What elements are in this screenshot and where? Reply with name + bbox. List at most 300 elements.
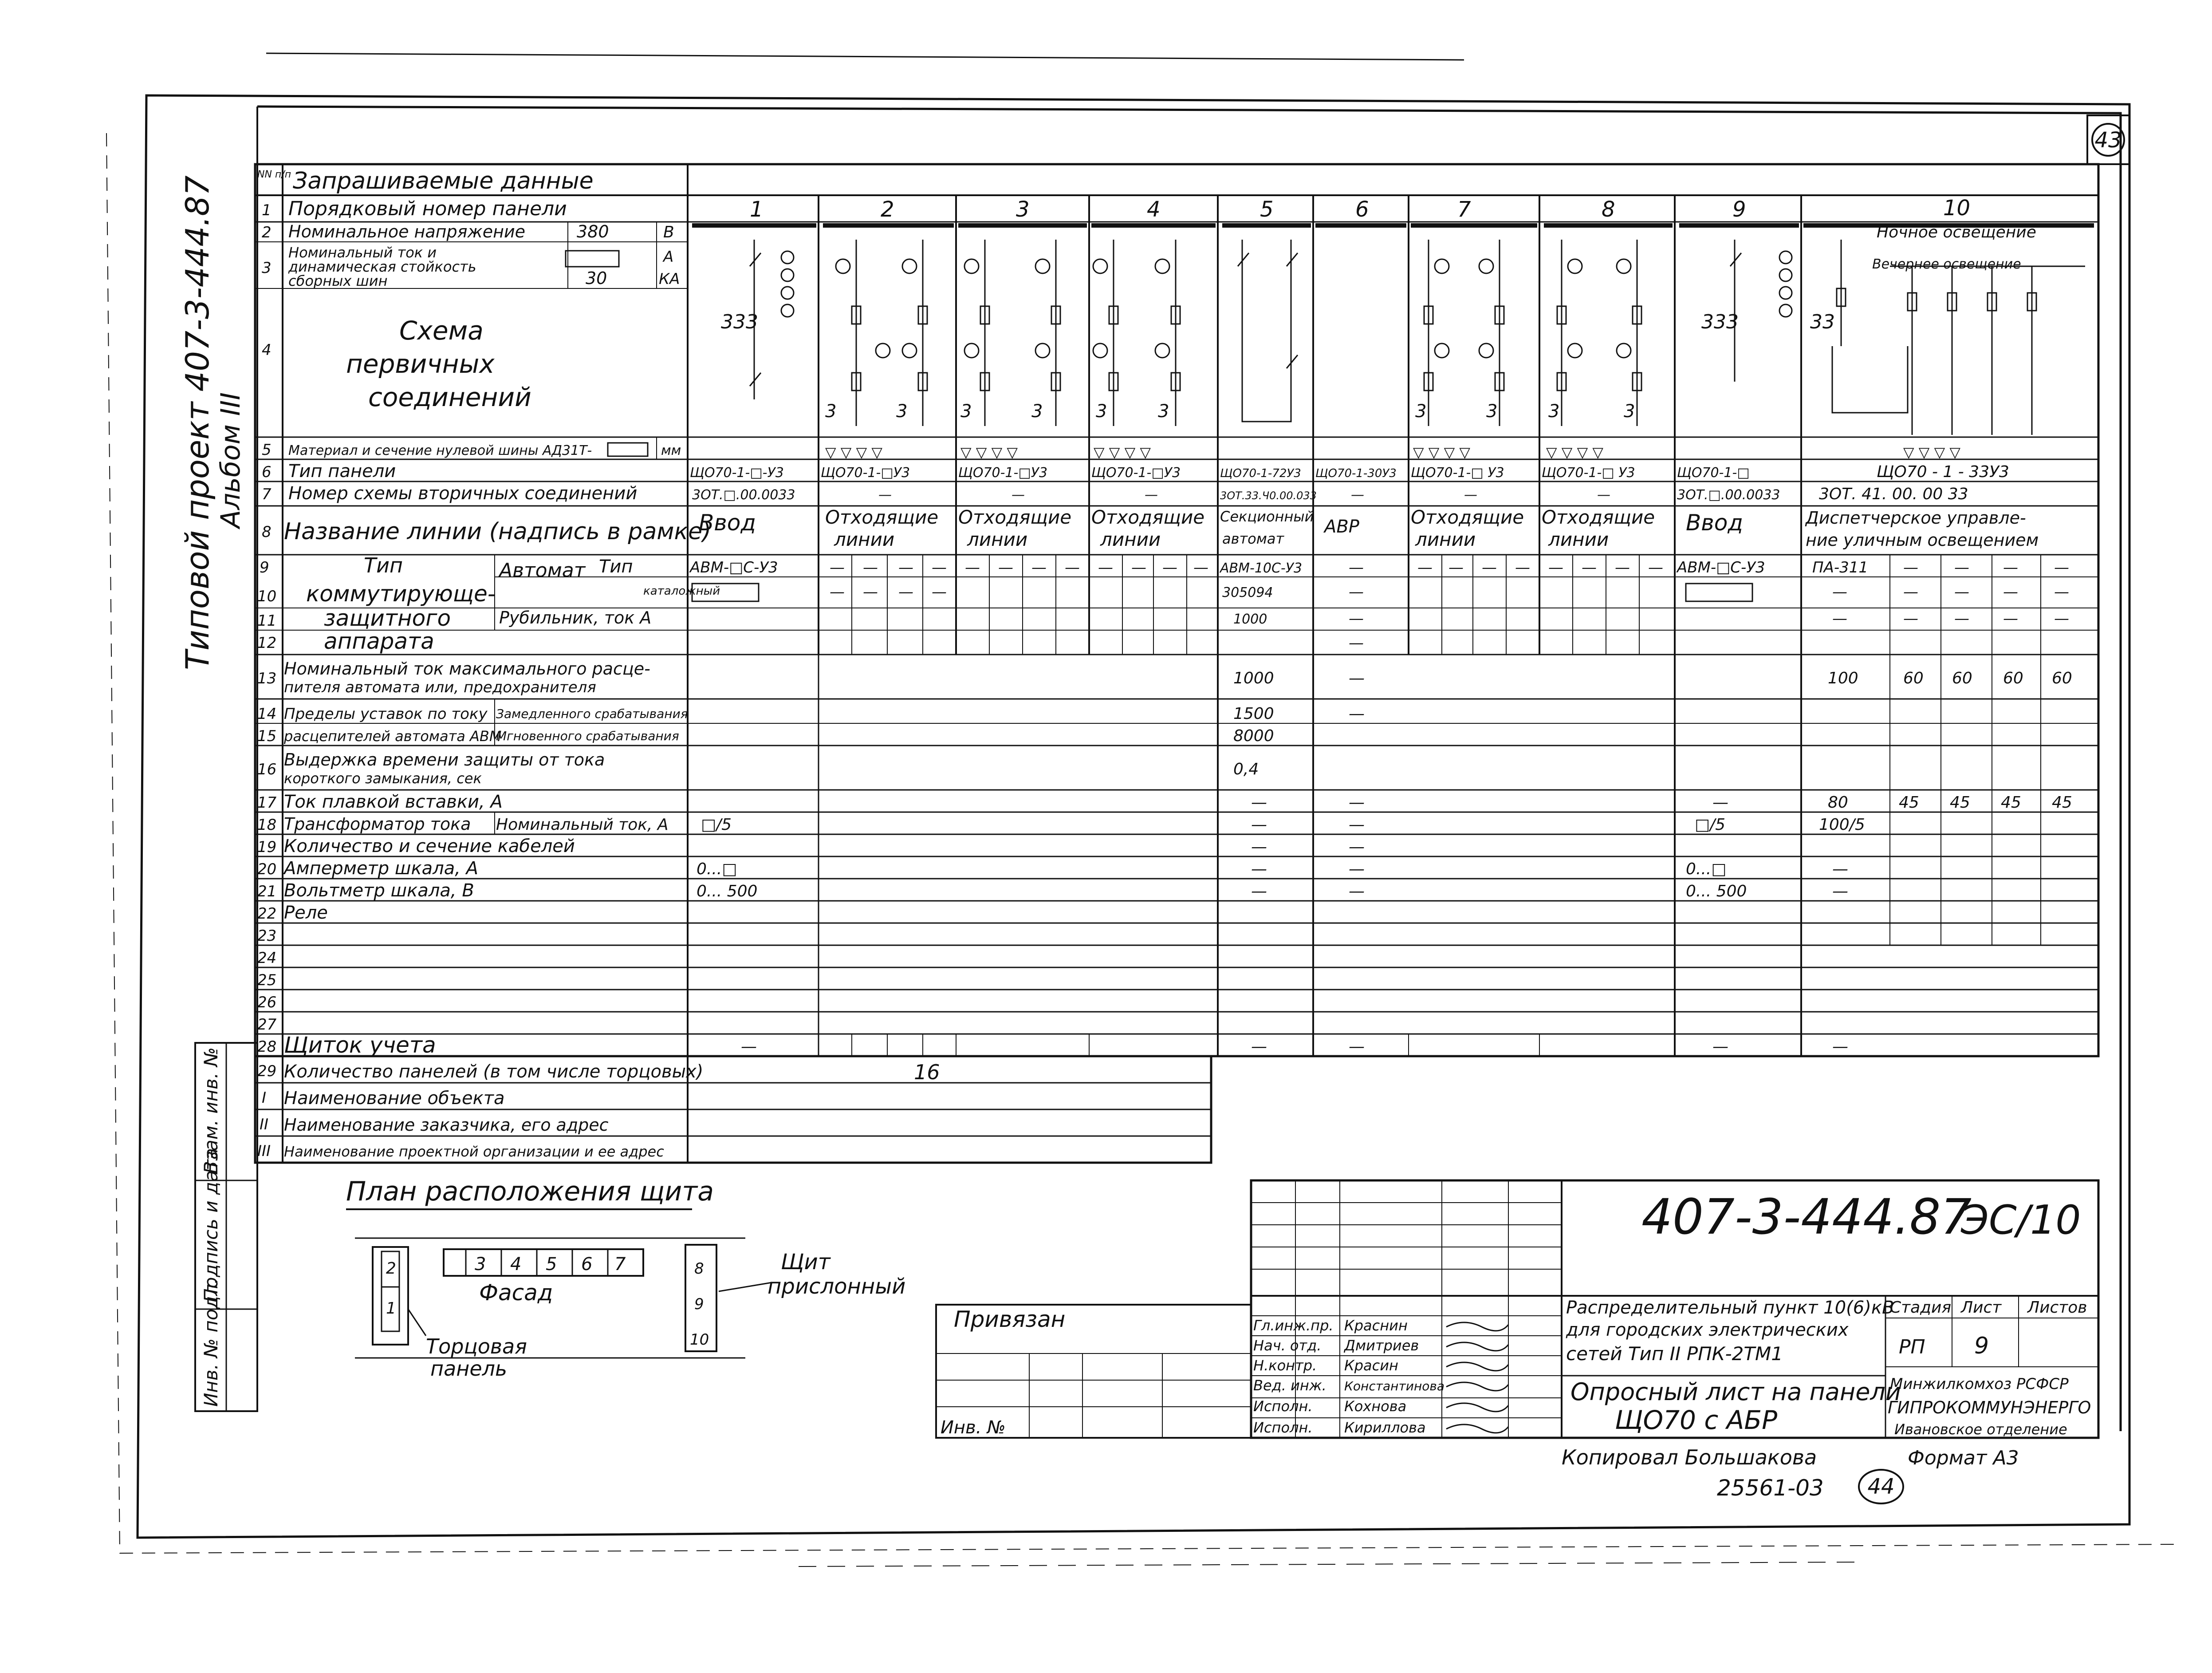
row-label: аппарата	[324, 628, 434, 654]
side-title	[179, 175, 246, 670]
line-name: Отходящие	[958, 506, 1072, 528]
row-label: коммутирующе-	[306, 581, 496, 607]
document-title: Опросный лист на панели	[1570, 1378, 1901, 1406]
panel-number: 3	[1016, 197, 1030, 222]
row-label: Название линии (надпись в рамке)	[284, 518, 712, 545]
cell-dash: —	[1031, 559, 1047, 576]
cell-dash: —	[1131, 559, 1146, 576]
cell-dash: —	[741, 1038, 757, 1056]
end-panel-label: панель	[430, 1357, 508, 1381]
svg-text:3: 3	[896, 401, 908, 422]
svg-text:3: 3	[1486, 401, 1498, 422]
ct-rating: □/5	[701, 816, 732, 834]
cell-dash: —	[1832, 882, 1848, 900]
svg-text:3: 3	[1624, 401, 1635, 422]
panel-type: ЩО70-1-□У3	[1091, 465, 1181, 481]
cell-dash: —	[1712, 1038, 1728, 1056]
row-label: Номинальное напряжение	[288, 222, 526, 241]
row-unit: КА	[659, 270, 680, 288]
cell-dash: —	[2054, 583, 2069, 601]
row-no: 29	[257, 1062, 277, 1080]
row-label: каталожный	[643, 584, 720, 598]
row-numbers	[257, 201, 277, 1160]
plan-cell: 1	[386, 1299, 396, 1318]
cell-dash: —	[1193, 559, 1208, 576]
cell-dash: —	[1954, 610, 1969, 627]
cell-dash: —	[1615, 559, 1630, 576]
line-names	[699, 506, 2039, 550]
plan-cell: 3	[475, 1254, 486, 1274]
signatory-name: Красин	[1344, 1357, 1398, 1374]
row-no: 12	[257, 634, 277, 652]
line-name: автомат	[1222, 530, 1284, 547]
sheets-label: Листов	[2027, 1298, 2087, 1317]
delay-setting: 1500	[1233, 705, 1274, 723]
signatory-name: Кохнова	[1344, 1398, 1407, 1415]
row-label: сборных шин	[288, 272, 388, 289]
svg-text:▽ ▽ ▽ ▽: ▽ ▽ ▽ ▽	[960, 444, 1018, 461]
left-stamps	[195, 1043, 257, 1411]
schematic-input-1	[721, 240, 794, 399]
panel-type: ЩО70-1-□ У3	[1411, 465, 1504, 481]
panel-type: ЩО70-1-□-У3	[690, 465, 784, 481]
row-label: короткого замыкания, сек	[284, 770, 482, 787]
row-label: Пределы уставок по току	[284, 705, 488, 723]
format-label: Формат А3	[1908, 1447, 2019, 1469]
scheme-number: 3ОТ. 41. 00. 00 33	[1819, 485, 1968, 503]
scheme-number: 3ОТ.□.00.0033	[1677, 487, 1780, 503]
row-no: 17	[257, 794, 277, 812]
svg-text:3: 3	[960, 401, 972, 422]
header-col-no: NN п/п	[257, 169, 291, 180]
cell-dash: —	[1832, 860, 1848, 878]
row-no: 10	[257, 588, 277, 605]
cell-dash: —	[830, 559, 845, 576]
line-name: линии	[1548, 529, 1609, 550]
row-label: Мгновенного срабатывания	[496, 729, 679, 743]
project-title: сетей Тип II РПК-2ТМ1	[1566, 1343, 1783, 1365]
row-label: первичных	[346, 349, 495, 379]
sheet-number	[2087, 115, 2129, 164]
row-no: 6	[262, 463, 272, 481]
line-name: Отходящие	[1542, 506, 1655, 528]
svg-text:333: 333	[1701, 311, 1739, 333]
cell-dash: —	[932, 559, 947, 576]
cell-dash: —	[1349, 1038, 1365, 1056]
row-label: Наименование проектной организации и ее адрес	[284, 1143, 664, 1160]
sheet-label: Лист	[1961, 1298, 2002, 1317]
end-panel-label: Торцовая	[426, 1334, 527, 1358]
rated-current: 60	[2052, 669, 2072, 687]
row-no: 14	[257, 705, 277, 723]
voltmeter-scale: 0... 500	[1686, 882, 1747, 900]
cell-dash: —	[1098, 559, 1113, 576]
side-project: Типовой проект 407-3-444.87	[179, 175, 216, 670]
cell-dash: —	[1251, 838, 1267, 856]
row-label: Схема	[399, 316, 484, 346]
plan-cell: 4	[510, 1254, 522, 1274]
row-no: 9	[260, 559, 269, 576]
header-requested: Запрашиваемые данные	[293, 168, 594, 194]
evening-lighting-label: Вечернее освещение	[1872, 256, 2021, 272]
row-label: Вольтметр шкала, В	[284, 880, 474, 901]
line-name: ние уличным освещением	[1806, 530, 2039, 550]
panel-type: ЩО70-1-□ У3	[1542, 465, 1635, 481]
line-name: линии	[1100, 529, 1161, 550]
row-value: 30	[586, 268, 607, 288]
fuse-current: 45	[1950, 793, 1970, 812]
row-label: Наименование объекта	[284, 1088, 505, 1109]
scheme-dash: —	[878, 487, 892, 503]
svg-text:3: 3	[1031, 401, 1043, 422]
row-label: защитного	[324, 605, 451, 631]
cell-dash: —	[1251, 793, 1267, 812]
row-label: Номинальный ток максимального расце-	[284, 659, 650, 679]
blank-box	[1686, 584, 1752, 601]
ct-rating: 100/5	[1819, 816, 1865, 834]
cell-dash: —	[1349, 705, 1365, 723]
primary-circuit-schematics	[721, 223, 2085, 461]
row-no: 11	[257, 612, 277, 630]
scheme-number: 3ОТ.33.Ч0.00.033	[1220, 489, 1317, 502]
fuse-current: 45	[2052, 793, 2072, 812]
scheme-number: 3ОТ.□.00.0033	[692, 487, 795, 503]
row-label: Рубильник, ток А	[499, 608, 652, 627]
panel-type: ЩО70-1-□У3	[821, 465, 910, 481]
row-label: Реле	[284, 903, 328, 923]
svg-text:3: 3	[825, 401, 837, 422]
row-unit: В	[663, 223, 674, 241]
line-name: линии	[834, 529, 895, 550]
role: Гл.инж.пр.	[1253, 1317, 1334, 1334]
cell-dash: —	[1349, 610, 1364, 627]
plan-cell: 9	[694, 1295, 704, 1313]
row-no: 18	[257, 816, 277, 834]
row-label: Ток плавкой вставки, А	[284, 792, 503, 812]
sheet-code: ЭС/10	[1961, 1197, 2081, 1243]
cell-dash: —	[2003, 583, 2018, 601]
cell-dash: —	[1832, 583, 1847, 601]
rating-values	[697, 669, 2072, 1056]
cell-dash: —	[1349, 634, 1364, 652]
drawing-code: 407-3-444.87	[1641, 1188, 1972, 1245]
voltmeter-scale: 0... 500	[697, 882, 758, 900]
signatory-name: Константинова	[1344, 1379, 1445, 1393]
row-label: Порядковый номер панели	[288, 197, 567, 220]
sheet-number-text: 43	[2094, 128, 2122, 153]
row-no: 8	[262, 523, 272, 541]
organization: Ивановское отделение	[1894, 1421, 2067, 1438]
schematic-sectional-5-6	[1238, 240, 1298, 422]
schematic-lighting-10	[1810, 223, 2085, 435]
svg-text:▽ ▽ ▽ ▽: ▽ ▽ ▽ ▽	[825, 444, 882, 461]
schematic-feeders-4	[1093, 240, 1180, 426]
panel-number: 5	[1260, 197, 1274, 222]
copied-by: Копировал Большакова	[1562, 1445, 1817, 1469]
rated-current: 60	[2003, 669, 2023, 687]
plan-cell: 5	[546, 1254, 557, 1274]
svg-text:▽ ▽ ▽ ▽: ▽ ▽ ▽ ▽	[1546, 444, 1603, 461]
catalog-no: 305094	[1222, 585, 1273, 600]
plan-cell: 8	[694, 1260, 704, 1278]
row-label: Щиток учета	[284, 1032, 436, 1058]
cell-dash: —	[1349, 559, 1364, 576]
line-name: Ввод	[1686, 510, 1743, 536]
row-no: 23	[257, 927, 277, 945]
row-label: Амперметр шкала, А	[284, 858, 479, 879]
row-label: Трансформатор тока	[284, 814, 471, 834]
cell-dash: —	[1251, 1038, 1267, 1056]
schematic-feeders-2	[825, 240, 927, 426]
row-label: Выдержка времени защиты от тока	[284, 750, 605, 769]
rated-current: 1000	[1233, 669, 1274, 687]
stage-value: РП	[1899, 1336, 1925, 1358]
circled-number: 44	[1867, 1474, 1895, 1499]
panel-number: 1	[750, 197, 764, 222]
svg-text:▽ ▽ ▽ ▽: ▽ ▽ ▽ ▽	[1094, 444, 1151, 461]
cell-dash: —	[1832, 610, 1847, 627]
cell-dash: —	[1548, 559, 1563, 576]
cell-dash: —	[1349, 816, 1365, 834]
wall-panel-label: прислонный	[768, 1274, 906, 1299]
row-no: 21	[257, 883, 277, 900]
panel-type: ЩО70-1-□	[1677, 465, 1750, 481]
cell-dash: —	[1417, 559, 1433, 576]
scheme-dash: —	[1464, 487, 1477, 503]
cell-dash: —	[1903, 559, 1918, 576]
side-album: Альбом III	[215, 392, 246, 528]
cell-dash: —	[1251, 882, 1267, 900]
inventory-label: Инв. №	[941, 1417, 1006, 1438]
row-label: Тип панели	[288, 461, 396, 481]
cell-dash: —	[1448, 559, 1464, 576]
title-block	[936, 1180, 2098, 1503]
panel-number: 6	[1355, 197, 1369, 222]
line-name: Секционный	[1220, 508, 1314, 525]
svg-text:333: 333	[721, 311, 758, 333]
panel-types	[690, 463, 2009, 481]
plan-title: План расположения щита	[346, 1176, 714, 1207]
line-name: линии	[1415, 529, 1476, 550]
cell-dash: —	[1349, 583, 1364, 601]
switch-current: 1000	[1233, 612, 1267, 627]
panel-type: ЩО70-1-72У3	[1220, 467, 1301, 480]
cell-dash: —	[1349, 793, 1365, 812]
cell-dash: —	[830, 583, 845, 601]
row-no: 5	[262, 441, 272, 459]
wall-panel-label: Щит	[781, 1250, 830, 1274]
panel-count: 16	[914, 1060, 940, 1084]
row-no: III	[257, 1142, 271, 1160]
line-name: Ввод	[699, 510, 756, 536]
row-label: Количество и сечение кабелей	[284, 836, 575, 856]
organization: ГИПРОКОММУНЭНЕРГО	[1888, 1398, 2091, 1417]
row-label: Материал и сечение нулевой шины АД31Т-	[288, 443, 592, 458]
row-label: Номер схемы вторичных соединений	[288, 483, 638, 504]
sheet-value: 9	[1974, 1333, 1989, 1359]
secondary-schemes	[692, 485, 1968, 503]
cell-dash: —	[1349, 860, 1365, 878]
row-label: соединений	[368, 382, 531, 412]
row-no: 7	[262, 485, 272, 503]
auto-type: ПА-311	[1812, 559, 1868, 576]
cell-dash: —	[1954, 583, 1969, 601]
row-no: 15	[257, 727, 277, 745]
stage-label: Стадия	[1890, 1298, 1952, 1317]
auto-type: АВМ-□С-У3	[690, 559, 778, 576]
cell-dash: —	[2054, 610, 2069, 627]
line-name: АВР	[1324, 517, 1359, 537]
svg-text:▽ ▽ ▽ ▽: ▽ ▽ ▽ ▽	[1413, 444, 1470, 461]
fuse-current: 45	[2001, 793, 2021, 812]
fuse-current: 45	[1899, 793, 1919, 812]
row-no: 1	[262, 201, 272, 219]
stamp-sign-date: Подпись и дата	[200, 1148, 222, 1302]
instant-setting: 8000	[1233, 727, 1274, 745]
cell-dash: —	[898, 583, 913, 601]
cell-dash: —	[932, 583, 947, 601]
stamp-replace-inv: Взам. инв. №	[200, 1047, 222, 1174]
role: Вед. инж.	[1253, 1377, 1326, 1394]
switching-device-values	[689, 559, 2069, 652]
line-name: Диспетчерское управле-	[1806, 508, 2026, 528]
panel-number: 10	[1943, 196, 1971, 221]
plan-cell: 7	[614, 1254, 626, 1274]
role: Исполн.	[1253, 1419, 1313, 1436]
facade-label: Фасад	[479, 1280, 553, 1306]
row-label: Наименование заказчика, его адрес	[284, 1115, 609, 1135]
cell-dash: —	[1349, 669, 1365, 687]
night-lighting-label: Ночное освещение	[1877, 223, 2036, 241]
ammeter-scale: 0...□	[1686, 860, 1727, 878]
row-no: 24	[257, 949, 277, 967]
row-no: 20	[257, 860, 277, 878]
row-no: I	[262, 1089, 267, 1107]
blank-box	[608, 443, 648, 456]
svg-text:3: 3	[1096, 401, 1107, 422]
row-unit: мм	[661, 443, 681, 458]
scheme-dash: —	[1145, 487, 1158, 503]
row-no: 16	[257, 761, 277, 778]
organization: Минжилкомхоз РСФСР	[1890, 1375, 2069, 1393]
row-label: Замедленного срабатывания	[496, 706, 688, 721]
row-label: Номинальный ток и	[288, 244, 437, 261]
line-name: Отходящие	[825, 506, 939, 528]
row-no: 26	[257, 994, 277, 1011]
row-label: динамическая стойкость	[288, 258, 476, 275]
row-labels	[283, 197, 940, 1160]
row-label: пителя автомата или, предохранителя	[284, 679, 596, 696]
row-no: 13	[257, 670, 277, 687]
blank-box	[566, 251, 619, 267]
panel-type: ЩО70 - 1 - 33У3	[1877, 463, 2009, 481]
line-name: Отходящие	[1411, 506, 1524, 528]
cell-dash: —	[1903, 583, 1918, 601]
attached-label: Привязан	[954, 1306, 1066, 1332]
line-name: линии	[967, 529, 1028, 550]
plan-cell: 2	[386, 1259, 396, 1278]
project-title: Распределительный пункт 10(6)кВ	[1566, 1298, 1894, 1318]
signatory-name: Кириллова	[1344, 1419, 1426, 1436]
ammeter-scale: 0...□	[697, 860, 737, 878]
auto-type: АВМ-10С-У3	[1220, 560, 1303, 576]
schematic-input-9	[1701, 240, 1792, 382]
schematic-feeders-8	[1548, 240, 1641, 426]
cell-dash: —	[1582, 559, 1597, 576]
panel-number: 7	[1457, 197, 1471, 222]
cell-dash: —	[863, 583, 878, 601]
signatory-name: Дмитриев	[1344, 1337, 1419, 1354]
row-no: 3	[262, 259, 272, 277]
document-title: ЩО70 с АБР	[1615, 1405, 1778, 1435]
cell-dash: —	[1515, 559, 1530, 576]
panel-number: 8	[1602, 197, 1615, 222]
schematic-feeders-3	[960, 240, 1060, 426]
row-label: Автомат	[499, 559, 586, 582]
row-no: 4	[262, 341, 272, 359]
panel-number: 2	[881, 197, 894, 222]
order-number: 25561-03	[1717, 1475, 1824, 1501]
row-value: 380	[577, 222, 609, 241]
rated-current: 100	[1828, 669, 1858, 687]
svg-text:3: 3	[1158, 401, 1169, 422]
cell-dash: —	[2003, 559, 2018, 576]
stamp-orig-inv: Инв. № подл.	[200, 1278, 222, 1407]
scheme-dash: —	[1351, 487, 1364, 503]
row-no: 27	[257, 1016, 277, 1034]
cell-dash: —	[1065, 559, 1080, 576]
scheme-dash: —	[1012, 487, 1025, 503]
row-label: Номинальный ток, А	[496, 816, 669, 834]
row-no: II	[260, 1116, 269, 1133]
cell-dash: —	[898, 559, 913, 576]
row-no: 22	[257, 905, 277, 923]
cell-dash: —	[2003, 610, 2018, 627]
cable-outlet-arrows	[825, 444, 1960, 461]
role: Исполн.	[1253, 1398, 1313, 1415]
row-unit: А	[663, 248, 674, 266]
row-no: 25	[257, 971, 277, 989]
table-header	[257, 168, 594, 194]
cell-dash: —	[1251, 860, 1267, 878]
plan-cell: 6	[581, 1254, 593, 1274]
cell-dash: —	[965, 559, 980, 576]
row-no: 2	[262, 224, 272, 241]
cell-dash: —	[1482, 559, 1497, 576]
cell-dash: —	[1903, 610, 1918, 627]
cell-dash: —	[2054, 559, 2069, 576]
row-label: расцепителей автомата АВМ	[284, 728, 502, 745]
cell-dash: —	[1648, 559, 1663, 576]
rated-current: 60	[1952, 669, 1972, 687]
auto-type: АВМ-□С-У3	[1677, 559, 1765, 576]
cell-dash: —	[1349, 882, 1365, 900]
panel-number: 4	[1147, 197, 1161, 222]
cell-dash: —	[998, 559, 1013, 576]
role: Нач. отд.	[1253, 1337, 1322, 1354]
plan-cell: 10	[690, 1331, 709, 1349]
svg-text:3: 3	[1415, 401, 1427, 422]
signatory-name: Краснин	[1344, 1317, 1408, 1334]
cell-dash: —	[1832, 1038, 1848, 1056]
line-name: Отходящие	[1091, 506, 1205, 528]
panel-numbers	[750, 196, 1970, 222]
project-title: для городских электрических	[1566, 1320, 1849, 1340]
schematic-feeders-7	[1415, 240, 1504, 426]
svg-text:3: 3	[1548, 401, 1560, 422]
cell-dash: —	[1251, 816, 1267, 834]
cell-dash: —	[1712, 793, 1728, 812]
